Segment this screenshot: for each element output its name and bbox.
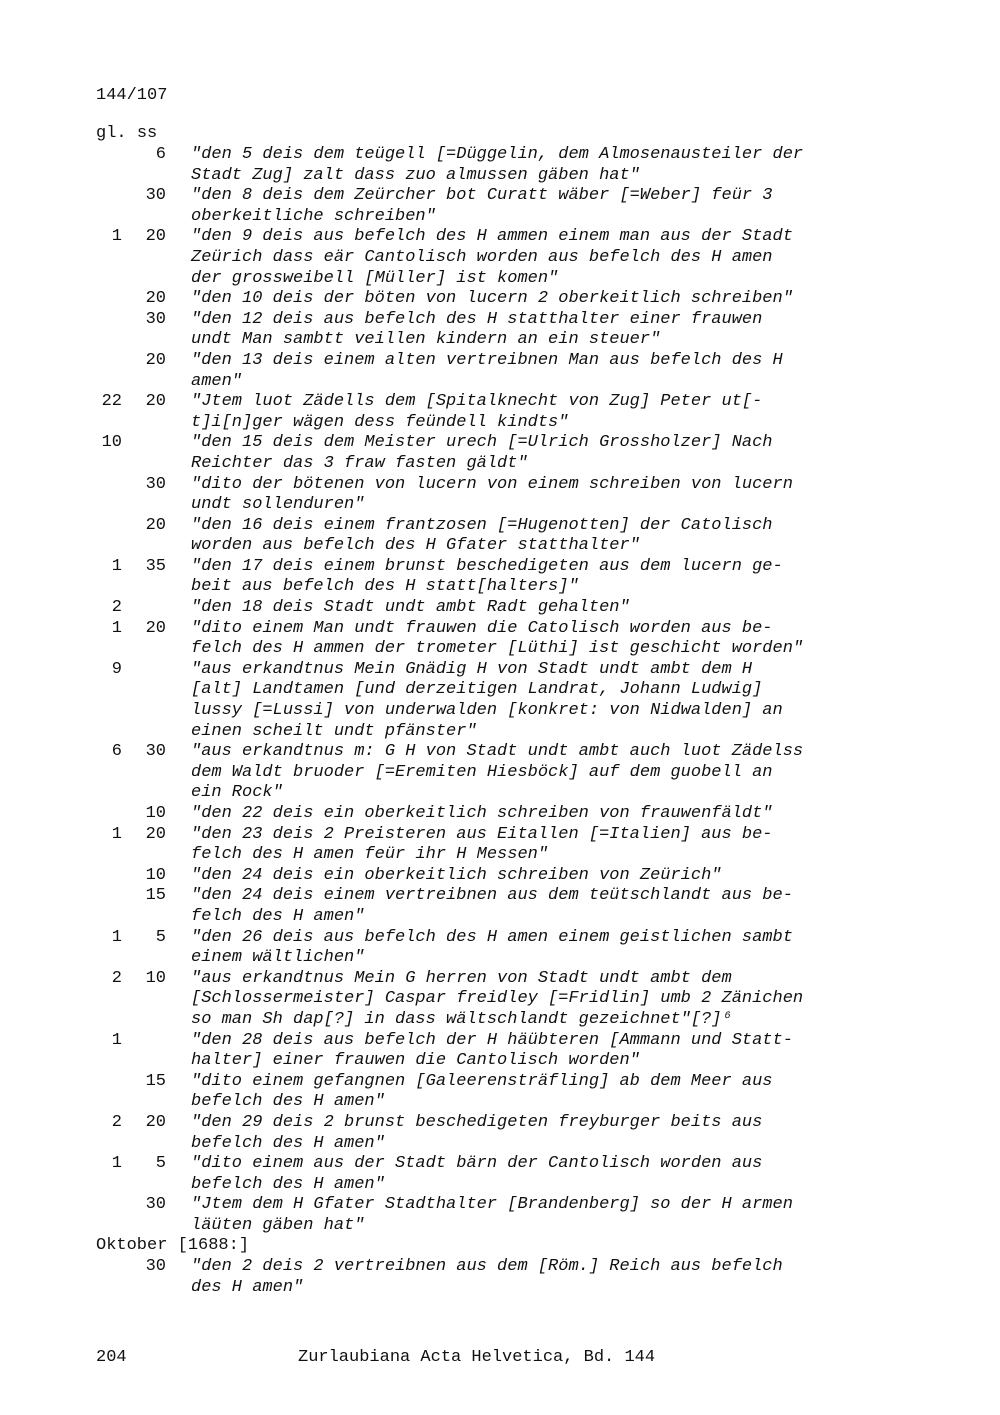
entry-schilling — [122, 433, 166, 474]
entry-schilling: 30 — [145, 309, 166, 329]
ledger-entry — [96, 742, 896, 804]
entry-text: "den 16 deis einem frantzosen [=Hugenotten] der Catolisch worden aus befelch des H Gfater statthalter" — [191, 515, 773, 556]
entry-gulden: 2 — [111, 598, 122, 618]
entry-text: "den 10 deis der böten von lucern 2 oberkeitlich schreiben" — [191, 289, 793, 309]
entry-schilling: 6 — [155, 145, 166, 164]
ledger-entry — [96, 516, 896, 557]
entry-gulden — [96, 475, 122, 516]
entry-text: "dito einem Man undt frauwen die Catolisch worden aus be- felch des H ammen der trometer [Lüthi] ist geschicht worden" — [191, 618, 804, 659]
entry-schilling: 20 — [145, 289, 166, 309]
ledger-entry — [96, 310, 896, 351]
entry-text: "den 18 deis Stadt undt ambt Radt gehalten" — [191, 598, 630, 618]
entry-gulden: 1 — [111, 227, 122, 247]
entry-text: "den 13 deis einem alten vertreibnen Man aus befelch des H amen" — [191, 350, 783, 391]
entry-gulden — [96, 886, 122, 927]
column-header-gl: gl. — [96, 124, 127, 143]
entry-text: "aus erkandtnus Mein Gnädig H von Stadt undt ambt dem H [alt] Landtamen [und derzeitigen Landrat, Johann Ludwig] lussy [=Lussi] von underwalden [konkret: von Nidwalden] an einen scheilt undt pfänster" — [191, 659, 783, 741]
entry-schilling: 30 — [145, 742, 166, 762]
entry-schilling — [122, 598, 166, 619]
ledger-entry — [96, 145, 896, 186]
entry-text: "den 9 deis aus befelch des H ammen einem man aus der Stadt Zeürich dass eär Cantolisch worden aus befelch des H amen der grossweibell [Müller] ist komen" — [191, 227, 793, 288]
entry-text: "den 15 deis dem Meister urech [=Ulrich Grossholzer] Nach Reichter das 3 fraw fasten gäldt" — [191, 433, 773, 473]
entry-schilling: 30 — [145, 474, 166, 494]
entry-gulden: 1 — [111, 556, 122, 576]
ledger-entry — [96, 289, 896, 310]
entry-gulden — [96, 289, 122, 310]
entry-schilling: 20 — [145, 824, 166, 844]
column-headers — [96, 124, 157, 144]
entry-schilling — [122, 1031, 166, 1072]
entry-gulden — [96, 310, 122, 351]
entry-schilling: 20 — [145, 1112, 166, 1132]
entry-gulden: 6 — [111, 742, 122, 762]
ledger-entry — [96, 351, 896, 392]
entry-gulden: 1 — [111, 618, 122, 638]
entry-text: "Jtem dem H Gfater Stadthalter [Brandenberg] so der H armen läüten gäben hat" — [191, 1195, 793, 1235]
ledger-entry — [96, 1195, 896, 1236]
entry-schilling: 5 — [155, 1154, 166, 1174]
entry-gulden: 2 — [111, 968, 122, 988]
entry-schilling: 15 — [145, 886, 166, 906]
ledger-entry — [96, 557, 896, 598]
entry-text: "den 12 deis aus befelch des H statthalter einer frauwen undt Man sambtt veillen kindern an ein steuer" — [191, 309, 763, 350]
entry-schilling: 10 — [145, 865, 166, 885]
entry-gulden — [96, 804, 122, 825]
entry-gulden — [96, 516, 122, 557]
entry-text: "den 2 deis 2 vertreibnen aus dem [Röm.] Reich aus befelch des H amen" — [191, 1257, 783, 1297]
ledger-entry — [96, 1257, 896, 1298]
ledger-entry — [96, 433, 896, 474]
entry-text: "dito der bötenen von lucern von einem schreiben von lucern undt sollenduren" — [191, 474, 793, 515]
ledger-entry — [96, 619, 896, 660]
ledger-entry — [96, 475, 896, 516]
entry-schilling: 30 — [145, 1195, 166, 1215]
entry-schilling: 20 — [145, 350, 166, 370]
entry-schilling: 20 — [145, 618, 166, 638]
month-heading: Oktober [1688:] — [96, 1236, 250, 1256]
entry-schilling: 30 — [145, 186, 166, 206]
entry-schilling: 20 — [145, 515, 166, 535]
entry-text: "dito einem gefangnen [Galeerensträfling] ab dem Meer aus befelch des H amen" — [191, 1071, 773, 1112]
ledger-entry — [96, 660, 896, 742]
entry-text: "den 23 deis 2 Preisteren aus Eitallen [=Italien] aus be- felch des H amen feür ihr H Messen" — [191, 824, 773, 865]
entry-schilling: 10 — [145, 804, 166, 823]
entry-text: "den 29 deis 2 brunst beschedigeten freyburger beits aus befelch des H amen" — [191, 1112, 763, 1153]
entry-gulden — [96, 1072, 122, 1113]
ledger-entry — [96, 825, 896, 866]
ledger-entry — [96, 598, 896, 619]
entry-gulden — [96, 866, 122, 887]
ledger-entry — [96, 227, 896, 289]
entry-schilling: 10 — [145, 968, 166, 988]
ledger-entry — [96, 886, 896, 927]
entry-gulden: 1 — [111, 927, 122, 947]
ledger-entry — [96, 1113, 896, 1154]
entry-gulden: 1 — [111, 1154, 122, 1174]
footer-page-number: 204 — [96, 1348, 127, 1367]
ledger-entry — [96, 392, 896, 433]
entry-gulden — [96, 1257, 122, 1298]
entry-gulden — [96, 145, 122, 186]
ledger-entry — [96, 186, 896, 227]
entry-gulden: 1 — [111, 824, 122, 844]
entry-text: "den 28 deis aus befelch der H häübteren [Ammann und Statt- halter] einer frauwen die Cantolisch worden" — [191, 1030, 793, 1071]
entry-schilling: 35 — [145, 556, 166, 576]
ledger-entry — [96, 1031, 896, 1072]
entry-schilling: 30 — [145, 1257, 166, 1277]
entry-text: "aus erkandtnus m: G H von Stadt undt ambt auch luot Zädelss dem Waldt bruoder [=Eremiten Hiesböck] auf dem guobell an ein Rock" — [191, 742, 804, 803]
entry-schilling — [122, 660, 166, 742]
entry-text: "den 24 deis ein oberkeitlich schreiben von Zeürich" — [191, 865, 722, 885]
ledger-entries — [96, 145, 896, 1298]
ledger-entry — [96, 969, 896, 1031]
entry-schilling: 20 — [145, 392, 166, 412]
entry-text: "Jtem luot Zädells dem [Spitalknecht von Zug] Peter ut[- t]i[n]ger wägen dess feündell kindts" — [191, 392, 763, 432]
entry-text: "den 24 deis einem vertreibnen aus dem teütschlandt aus be- felch des H amen" — [191, 886, 793, 926]
ledger-entry — [96, 1072, 896, 1113]
entry-schilling: 15 — [145, 1071, 166, 1091]
entry-text: "den 5 deis dem teügell [=Düggelin, dem Almosenausteiler der Stadt Zug] zalt dass zuo almussen gäben hat" — [191, 145, 804, 185]
entry-gulden — [96, 186, 122, 227]
entry-schilling: 20 — [145, 227, 166, 247]
entry-gulden: 9 — [111, 659, 122, 679]
entry-gulden — [96, 351, 122, 392]
ledger-entry — [96, 928, 896, 969]
entry-gulden: 22 — [101, 392, 122, 412]
ledger-entry — [96, 866, 896, 887]
entry-text: "den 26 deis aus befelch des H amen einem geistlichen sambt einem wältlichen" — [191, 927, 793, 968]
entry-gulden — [96, 1195, 122, 1236]
entry-gulden: 1 — [111, 1030, 122, 1050]
ledger-entry — [96, 1154, 896, 1195]
entry-gulden: 10 — [101, 433, 122, 453]
entry-text: "den 8 deis dem Zeürcher bot Curatt wäber [=Weber] feür 3 oberkeitliche schreiben" — [191, 186, 773, 226]
entry-gulden: 2 — [111, 1112, 122, 1132]
entry-text: "den 17 deis einem brunst beschedigeten aus dem lucern ge- beit aus befelch des H statt[halters]" — [191, 556, 783, 597]
page-id: 144/107 — [96, 86, 168, 105]
footer-title: Zurlaubiana Acta Helvetica, Bd. 144 — [298, 1348, 656, 1367]
entry-text: "den 22 deis ein oberkeitlich schreiben von frauwenfäldt" — [191, 804, 773, 823]
ledger-entry — [96, 804, 896, 825]
column-header-ss: ss — [136, 124, 158, 143]
entry-text: "aus erkandtnus Mein G herren von Stadt undt ambt dem [Schlossermeister] Caspar freidley [=Fridlin] umb 2 Zänichen so man Sh dap[?] in dass wältschlandt gezeichnet"[?]⁶ — [191, 968, 804, 1029]
entry-schilling: 5 — [155, 927, 166, 947]
entry-text: "dito einem aus der Stadt bärn der Cantolisch worden aus befelch des H amen" — [191, 1154, 763, 1194]
